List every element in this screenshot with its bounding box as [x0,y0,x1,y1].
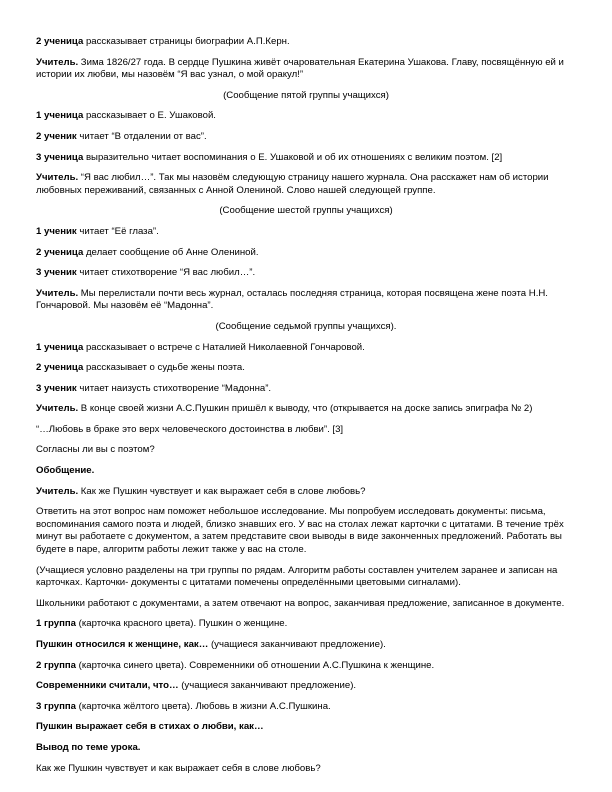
paragraph-text: (учащиеся заканчивают предложение). [208,639,386,650]
paragraph-text: (карточка синего цвета). Современники об отношении А.С.Пушкина к женщине. [76,659,435,671]
document-paragraph [36,465,576,478]
document-paragraph [36,90,576,103]
paragraph-bold-lead: 2 ученица [36,246,84,258]
paragraph-text: (Учащиеся условно разделены на три группы по рядам. Алгоритм работы составлен учителем заранее и записан на карточках. Карточки- документы с цитатами помечены определёнными цветовыми сигналами). [36,564,558,589]
document-paragraph [36,565,576,590]
paragraph-bold-lead: Пушкин относился к женщине, как… [36,639,209,650]
document-paragraph [36,205,576,218]
document-paragraph [36,36,576,49]
paragraph-bold-lead: Учитель. [36,287,79,299]
paragraph-text: Как же Пушкин чувствует и как выражает себя в слове любовь? [78,485,366,497]
paragraph-text: рассказывает страницы биографии А.П.Керн. [83,36,290,47]
paragraph-text: выразительно читает воспоминания о Е. Ушаковой и об их отношениях с великим поэтом. [2] [83,151,503,163]
paragraph-bold-lead: 3 группа [36,700,76,712]
paragraph-bold-lead: Вывод по теме урока. [36,741,141,753]
document-paragraph [36,721,576,734]
document-paragraph [36,288,576,313]
document-paragraph [36,152,576,165]
paragraph-text: В конце своей жизни А.С.Пушкин пришёл к выводу, что (открывается на доске запись эпиграфа № 2) [78,403,533,415]
paragraph-text: (Сообщение шестой группы учащихся) [219,205,393,217]
document-paragraph [36,680,576,693]
document-paragraph [36,172,576,197]
document-paragraph [36,506,576,556]
paragraph-text: читает “В отдалении от вас”. [76,130,207,142]
document-paragraph [36,247,576,260]
paragraph-bold-lead: 3 ученик [36,267,77,279]
paragraph-text: Ответить на этот вопрос нам поможет небольшое исследование. Мы попробуем исследовать документы: письма, воспоминания самого поэта и людей, близко знавших его. У вас на столах лежат карточки с цитатами. В течение трёх минут вы работаете с документом, а затем представите свои выводы в виде законченных предложений. Работать вы будете в паре, алгоритм работы лежит также у вас на столе. [36,506,564,556]
paragraph-text: (карточка красного цвета). Пушкин о женщине. [76,618,288,630]
paragraph-text: (Сообщение пятой группы учащихся) [223,89,389,101]
paragraph-bold-lead: 2 группа [36,659,76,671]
paragraph-bold-lead: 1 ученица [36,110,84,122]
paragraph-bold-lead: Пушкин выражает себя в стихах о любви, как… [36,721,264,733]
paragraph-bold-lead: Современники считали, что… [36,680,179,692]
paragraph-bold-lead: 1 ученик [36,225,77,237]
document-paragraph [36,486,576,499]
paragraph-text: (Сообщение седьмой группы учащихся). [215,320,397,332]
document-paragraph [36,403,576,416]
paragraph-text: рассказывает о Е. Ушаковой. [83,110,216,122]
document-paragraph [36,110,576,123]
document-paragraph [36,362,576,375]
paragraph-bold-lead: Учитель. [36,56,79,68]
paragraph-text: “…Любовь в браке это верх человеческого достоинства в любви”. [3] [36,423,344,435]
paragraph-text: читает наизусть стихотворение “Мадонна”. [76,382,272,394]
paragraph-bold-lead: 1 группа [36,618,76,630]
paragraph-bold-lead: 3 ученик [36,382,77,394]
document-paragraph [36,701,576,714]
paragraph-bold-lead: Учитель. [36,403,79,415]
document-paragraph [36,226,576,239]
document-paragraph [36,131,576,144]
document-paragraph [36,618,576,631]
document-paragraph [36,342,576,355]
paragraph-text: (учащиеся заканчивают предложение). [178,680,357,692]
paragraph-bold-lead: 3 ученица [36,151,84,163]
paragraph-bold-lead: 1 ученица [36,341,84,353]
document-paragraph [36,660,576,673]
paragraph-text: рассказывает о встрече с Наталией Николаевной Гончаровой. [83,341,365,353]
paragraph-text: Школьники работают с документами, а затем отвечают на вопрос, заканчивая предложение, записанное в документе. [36,597,565,609]
paragraph-bold-lead: 2 ученица [36,36,84,47]
paragraph-text: Как же Пушкин чувствует и как выражает себя в слове любовь? [36,762,321,774]
paragraph-text: рассказывает о судьбе жены поэта. [83,362,245,374]
document-paragraph [36,321,576,334]
paragraph-text: “Я вас любил…”. Так мы назовём следующую страницу нашего журнала. Она расскажет нам об истории любовных переживаний, связанных с Анной Олениной. Слово нашей следующей группе. [36,172,549,196]
paragraph-text: делает сообщение об Анне Олениной. [83,246,259,258]
paragraph-bold-lead: Учитель. [36,485,79,497]
paragraph-bold-lead: 2 ученица [36,362,84,374]
document-paragraph [36,444,576,457]
document-paragraph [36,267,576,280]
paragraph-bold-lead: 2 ученик [36,130,77,142]
paragraph-text: Согласны ли вы с поэтом? [36,444,155,456]
paragraph-text: читает стихотворение “Я вас любил…”. [76,267,256,279]
document-paragraph [36,742,576,755]
document-paragraph [36,424,576,437]
document-paragraph [36,598,576,611]
document-paragraph [36,57,576,82]
document-page [36,36,576,783]
paragraph-bold-lead: Обобщение. [36,465,95,477]
document-paragraph [36,639,576,652]
document-paragraph [36,763,576,776]
paragraph-bold-lead: Учитель. [36,172,79,184]
paragraph-text: Мы перелистали почти весь журнал, осталась последняя страница, которая посвящена жене поэта Н.Н. Гончаровой. Мы назовём её “Мадонна”. [36,287,548,312]
document-paragraph [36,383,576,396]
paragraph-text: Зима 1826/27 года. В сердце Пушкина живёт очаровательная Екатерина Ушакова. Главу, посвящённую ей и истории их любви, мы назовём “Я вас узнал, о мой оракул!” [36,56,564,81]
paragraph-text: читает “Её глаза”. [76,225,159,237]
paragraph-text: (карточка жёлтого цвета). Любовь в жизни А.С.Пушкина. [76,700,331,712]
